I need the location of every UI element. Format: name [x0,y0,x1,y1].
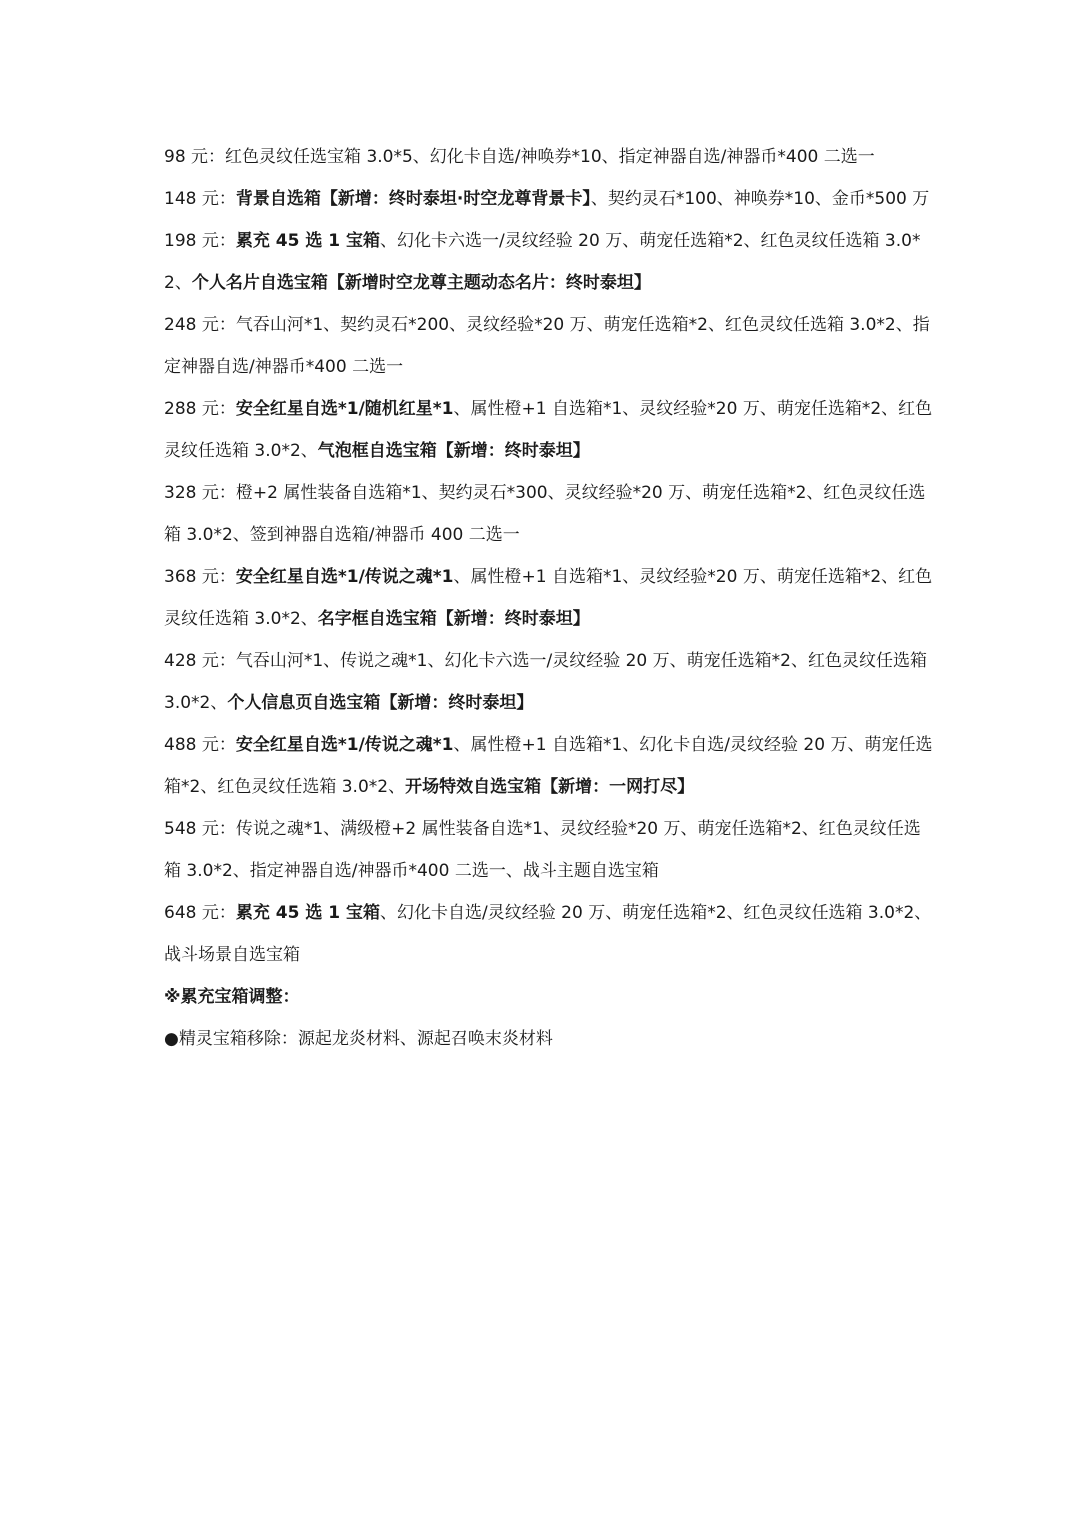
reward-tier-paragraph [164,178,934,220]
highlighted-text: 背景自选箱【新增：终时泰坦·时空龙尊背景卡】 [235,189,591,209]
text-segment: 488 元： [164,735,236,755]
reward-tier-paragraph [164,304,934,388]
reward-tier-paragraph [164,136,934,178]
reward-tier-paragraph [164,388,934,472]
reward-tier-paragraph [164,220,934,304]
reward-tier-list [164,136,934,976]
highlighted-text: 累充 45 选 1 宝箱 [235,903,381,923]
text-segment: 648 元： [164,903,236,923]
text-segment: 288 元： [164,399,236,419]
highlighted-text: 个人信息页自选宝箱【新增：终时泰坦】 [227,693,534,713]
text-segment: 428 元：气吞山河*1、传说之魂*1、幻化卡六选一/灵纹经验 20 万、萌宠任选箱*2、红色灵纹任选箱 3.0*2、 [164,651,927,713]
text-segment: 98 元：红色灵纹任选宝箱 3.0*5、幻化卡自选/神唤券*10、指定神器自选/神器币*400 二选一 [164,147,875,167]
highlighted-text: 累充 45 选 1 宝箱 [235,231,381,251]
text-segment: 、幻化卡自选/灵纹经验 20 万、萌宠任选箱*2、红色灵纹任选箱 3.0*2、战斗场景自选宝箱 [164,903,932,965]
reward-tier-paragraph [164,808,934,892]
highlighted-text: 安全红星自选*1/传说之魂*1 [235,567,454,587]
reward-tier-paragraph [164,556,934,640]
text-segment: 、属性橙+1 自选箱*1、灵纹经验*20 万、萌宠任选箱*2、红色灵纹任选箱 3.0*2、 [164,567,933,629]
highlighted-text: 开场特效自选宝箱【新增：一网打尽】 [405,777,695,797]
text-segment: 、幻化卡六选一/灵纹经验 20 万、萌宠任选箱*2、红色灵纹任选箱 3.0*2、 [164,231,921,293]
highlighted-text: 安全红星自选*1/随机红星*1 [235,399,454,419]
section-title: ※累充宝箱调整： [164,987,300,1007]
text-segment: 、属性橙+1 自选箱*1、幻化卡自选/灵纹经验 20 万、萌宠任选箱*2、红色灵纹任选箱 3.0*2、 [164,735,933,797]
highlighted-text: 安全红星自选*1/传说之魂*1 [235,735,454,755]
highlighted-text: 个人名片自选宝箱【新增时空龙尊主题动态名片：终时泰坦】 [191,273,651,293]
text-segment: 548 元：传说之魂*1、满级橙+2 属性装备自选*1、灵纹经验*20 万、萌宠任选箱*2、红色灵纹任选箱 3.0*2、指定神器自选/神器币*400 二选一、战斗主题自选宝箱 [164,819,921,881]
document-body [164,136,934,1060]
reward-tier-paragraph [164,472,934,556]
highlighted-text: 名字框自选宝箱【新增：终时泰坦】 [317,609,590,629]
reward-tier-paragraph [164,724,934,808]
text-segment: 368 元： [164,567,236,587]
text-segment: 328 元：橙+2 属性装备自选箱*1、契约灵石*300、灵纹经验*20 万、萌宠任选箱*2、红色灵纹任选箱 3.0*2、签到神器自选箱/神器币 400 二选一 [164,483,926,545]
text-segment: 、属性橙+1 自选箱*1、灵纹经验*20 万、萌宠任选箱*2、红色灵纹任选箱 3.0*2、 [164,399,933,461]
text-segment: 198 元： [164,231,236,251]
text-segment: 148 元： [164,189,236,209]
reward-tier-paragraph [164,892,934,976]
text-segment: 、契约灵石*100、神唤券*10、金币*500 万 [590,189,930,209]
bullet-item: ●精灵宝箱移除：源起龙炎材料、源起召唤末炎材料 [164,1029,553,1049]
highlighted-text: 气泡框自选宝箱【新增：终时泰坦】 [317,441,590,461]
reward-tier-paragraph [164,640,934,724]
text-segment: 248 元：气吞山河*1、契约灵石*200、灵纹经验*20 万、萌宠任选箱*2、红色灵纹任选箱 3.0*2、指定神器自选/神器币*400 二选一 [164,315,930,377]
